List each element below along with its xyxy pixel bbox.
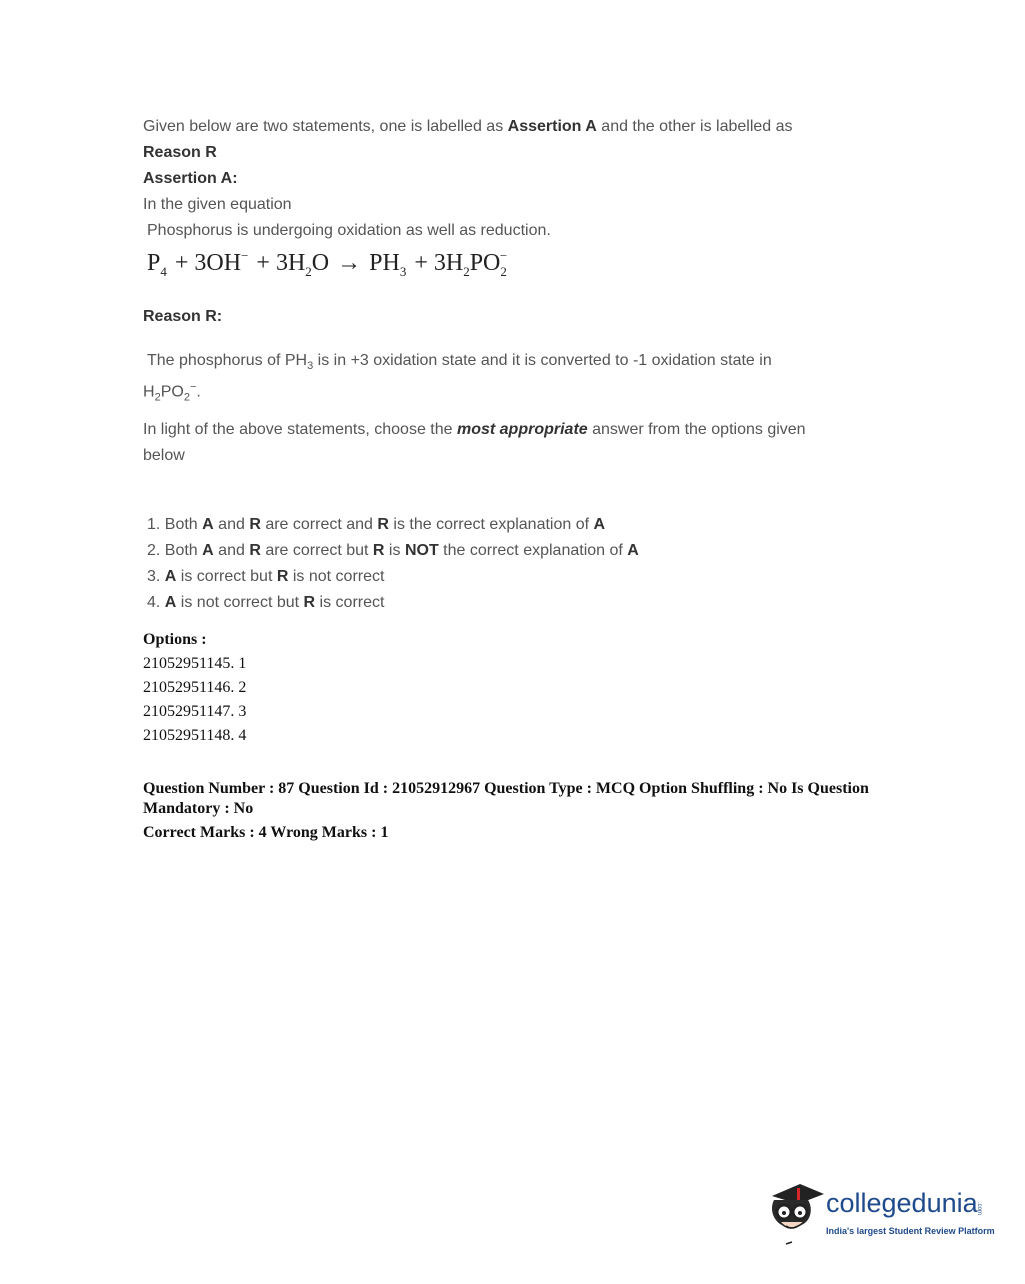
opt2-t6: is xyxy=(384,542,405,559)
reason-heading xyxy=(143,307,222,327)
eq-po-sub: 2 xyxy=(500,264,507,279)
answer-option-4 xyxy=(147,592,639,618)
eq-oh: + 3OH xyxy=(174,250,242,276)
intro-text-1: Given below are two statements, one is labelled as xyxy=(143,118,508,135)
opt1-t6: is the correct explanation of xyxy=(388,516,594,533)
collegedunia-logo xyxy=(766,1178,998,1248)
opt1-t0: 1. Both xyxy=(147,516,203,533)
opt1-t2: and xyxy=(213,516,250,533)
opt2-t8: the correct explanation of xyxy=(438,542,628,559)
question-meta xyxy=(143,779,883,843)
eq-h2-sub: 2 xyxy=(463,264,470,279)
options-block xyxy=(143,629,246,749)
opt1-t5: R xyxy=(377,516,389,533)
assertion-heading-text: Assertion A: xyxy=(143,170,238,187)
reason-period: . xyxy=(196,383,201,401)
opt1-t4: are correct and xyxy=(260,516,378,533)
eq-po: PO xyxy=(469,250,501,276)
opt2-t9: A xyxy=(627,542,639,559)
logo-tagline: India's largest Student Review Platform xyxy=(826,1226,995,1236)
reason-heading-text: Reason R: xyxy=(143,308,223,325)
option-id-1: 21052951145. 1 xyxy=(143,655,247,672)
eq-po-sup: − xyxy=(499,248,508,263)
choose-emphasis: most appropriate xyxy=(456,421,588,438)
opt1-t1: A xyxy=(202,516,214,533)
chemical-equation xyxy=(147,248,507,280)
reason-po-sub: 2 xyxy=(183,391,190,404)
reason-line-2 xyxy=(143,377,201,408)
opt3-t2: is correct but xyxy=(176,568,277,585)
opt2-t5: R xyxy=(372,542,385,559)
opt4-t2: is not correct but xyxy=(176,594,304,611)
eq-ph-sub: 3 xyxy=(399,264,407,279)
opt2-t1: A xyxy=(202,542,214,559)
intro-line xyxy=(143,117,793,137)
answer-option-list xyxy=(147,514,639,618)
eq-h2o-o: O xyxy=(311,250,330,276)
opt1-t7: A xyxy=(593,516,606,533)
opt2-t7: NOT xyxy=(404,542,439,559)
eq-ph: PH xyxy=(369,250,400,276)
intro-reason-label xyxy=(143,143,217,163)
question-meta-line: Question Number : 87 Question Id : 21052912967 Question Type : MCQ Option Shuffling : No Is Question Mandatory : No xyxy=(143,780,869,817)
choose-line-2: below xyxy=(143,447,185,464)
reason-h: H xyxy=(143,383,155,401)
opt3-t3: R xyxy=(276,568,289,585)
mascot-with-graduation-cap-icon xyxy=(766,1178,826,1248)
eq-p-sub: 4 xyxy=(160,264,167,279)
reason-text-a: The phosphorus of PH xyxy=(147,352,308,369)
opt3-t4: is not correct xyxy=(288,568,385,585)
logo-suffix: .com xyxy=(976,1202,982,1216)
eq-p: P xyxy=(147,250,161,276)
opt2-t0: 2. Both xyxy=(147,542,203,559)
eq-arrow: → xyxy=(337,250,362,276)
opt4-t4: is correct xyxy=(315,594,385,611)
opt3-t1: A xyxy=(164,568,177,585)
eq-oh-sup: − xyxy=(241,248,249,263)
assertion-line-2: Phosphorus is undergoing oxidation as well as reduction. xyxy=(147,222,551,239)
answer-option-2 xyxy=(147,540,639,566)
reason-ph3-sub: 3 xyxy=(307,360,314,373)
opt2-t4: are correct but xyxy=(260,542,373,559)
reason-po: PO xyxy=(160,383,184,401)
answer-option-1 xyxy=(147,514,639,540)
option-id-2: 21052951146. 2 xyxy=(143,679,247,696)
opt4-t3: R xyxy=(303,594,316,611)
reason-r-label: Reason R xyxy=(143,144,217,161)
answer-option-3 xyxy=(147,566,639,592)
opt2-t2: and xyxy=(213,542,250,559)
opt4-t0: 4. xyxy=(147,594,165,611)
opt3-t0: 3. xyxy=(147,568,165,585)
reason-po-sup: − xyxy=(189,381,197,393)
options-heading: Options : xyxy=(143,631,207,648)
logo-name: collegedunia xyxy=(826,1188,978,1218)
choose-line-1 xyxy=(143,420,806,440)
eq-h2o-sub: 2 xyxy=(305,264,312,279)
reason-line-1 xyxy=(147,351,772,376)
reason-text-b: is in +3 oxidation state and it is converted to -1 oxidation state in xyxy=(313,352,772,369)
eq-h2po2-h: + 3H xyxy=(414,250,464,276)
choose-text-1: In light of the above statements, choose the xyxy=(143,421,457,438)
assertion-line-1: In the given equation xyxy=(143,196,292,213)
opt1-t3: R xyxy=(249,516,261,533)
reason-h-sub: 2 xyxy=(154,391,161,404)
intro-text-2: and the other is labelled as xyxy=(596,118,793,135)
intro-assertion-label: Assertion A xyxy=(507,118,597,135)
choose-text-2: answer from the options given xyxy=(587,421,806,438)
opt4-t1: A xyxy=(164,594,177,611)
assertion-heading xyxy=(143,169,238,189)
question-marks-line: Correct Marks : 4 Wrong Marks : 1 xyxy=(143,824,389,841)
opt2-t3: R xyxy=(249,542,261,559)
option-id-3: 21052951147. 3 xyxy=(143,703,247,720)
option-id-4: 21052951148. 4 xyxy=(143,727,247,744)
eq-h2o-h: + 3H xyxy=(256,250,306,276)
